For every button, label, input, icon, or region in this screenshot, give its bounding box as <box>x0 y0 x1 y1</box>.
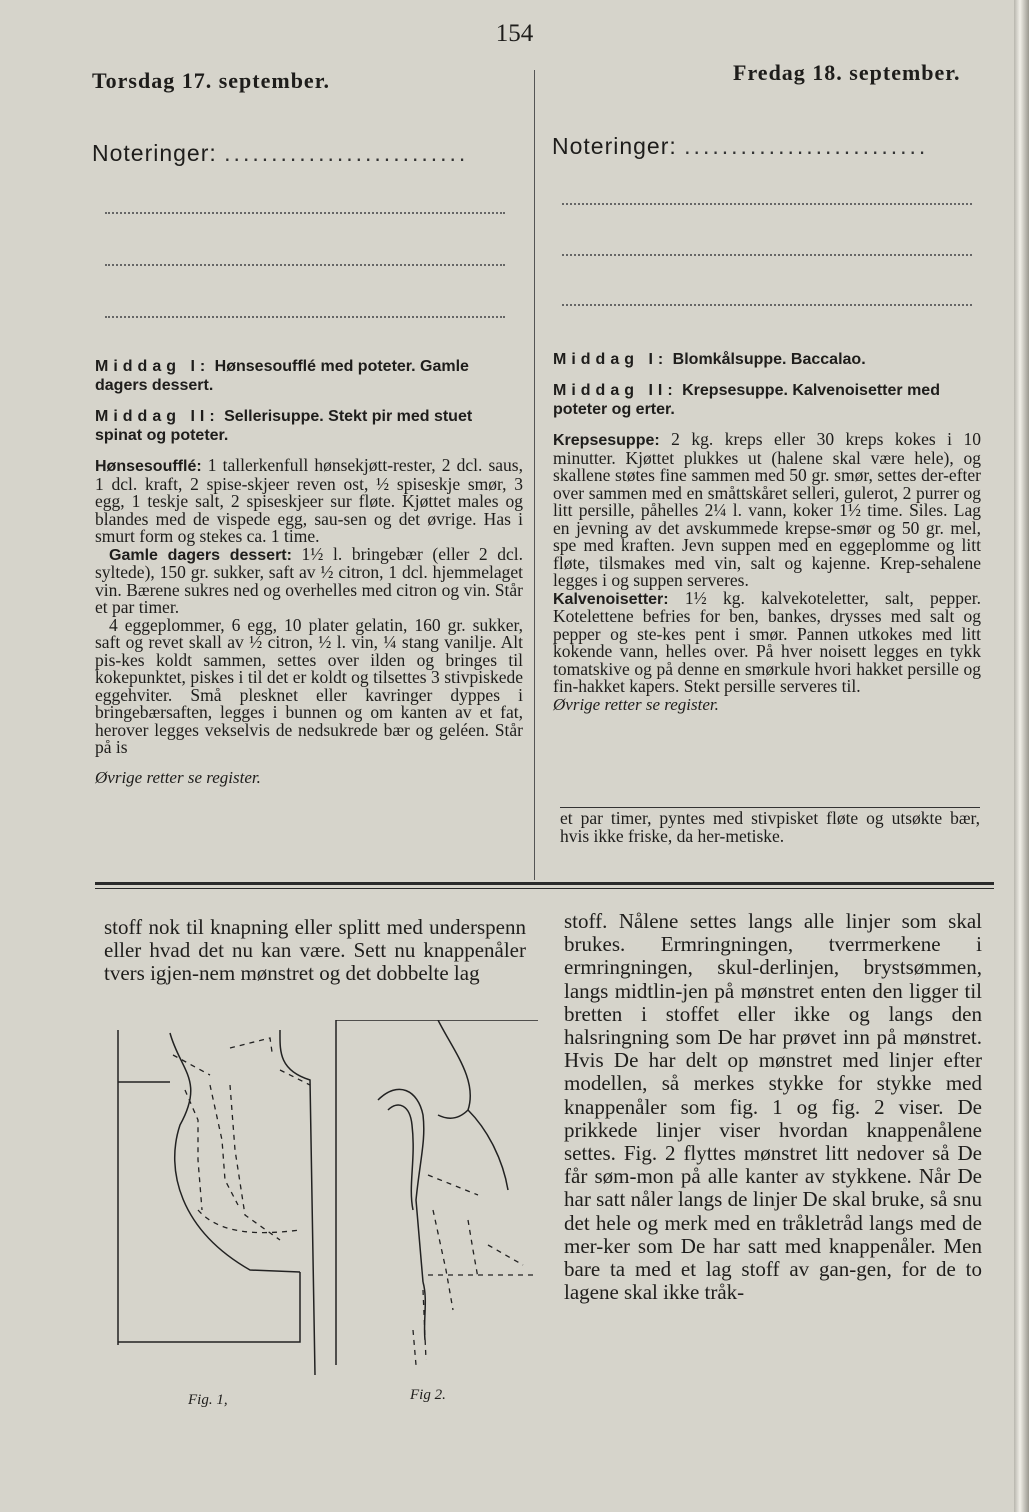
article-right-text: stoff. Nålene settes langs alle linjer som skal brukes. Ermringningen, tverrmerkene i ermringningen, skul-derlinjen, brystsømmen, langs midtlin-jen på mønstret enten den ligger til bretten i stoffet eller ikke og langs den halsringning som De har prøvet inn på mønstret. Hvis De har delt op mønstret med linjer efter modellen, så merkes stykke for stykke med knappenåler som fig. 1 og fig. 2 viser. De prikkede linjer viser hvordan knappenålene settes. Fig. 2 flyttes mønstret litt nedover så De får søm-mon på alle kanter av stykkene. Når De har satt nåler langs de linjer De skal bruke, så snu det hele og merk med en tråkletråd langs med de mer-ker som De har satt med knappenåler. Men bare ta med et lag stoff av gan-gen, for de to lagene skal ikke tråk- <box>564 909 982 1305</box>
left-notes-line <box>92 140 468 167</box>
right-dinner-1: Middag I: Blomkålsuppe. Baccalao. <box>553 351 866 368</box>
right-dinner-2: Middag II: Krepsesuppe. Kalvenoisetter med poteter og erter. <box>553 382 940 418</box>
section-rule-thick <box>95 882 994 885</box>
left-notes-dotline-2 <box>105 264 505 266</box>
figure-2-caption: Fig 2. <box>410 1387 446 1403</box>
right-recipe-1: Krepsesuppe: 2 kg. kreps eller 30 kreps kokes i 10 minutter. Kjøttet plukkes ut (halene skal være hele), og skallene støtes fine sammen med 50 gr. smør, settes der-efter over sammen med en småttskåret selleri, gulerot, 2 purrer og litt persille, påhelles 2¼ l. vann, koker 1½ time. Siles. Lag en jevning av det avskummede krepse-smør og 50 gr. mel, spe med kraften. Jevn suppen med en eggeplomme og litt fløte, tilsmakes med vin, salt og kajenne. Krep-sehalene legges i og suppen serveres. <box>553 429 981 590</box>
right-notes-dotline-2 <box>562 254 972 256</box>
left-register-note: Øvrige retter se register. <box>95 767 261 787</box>
figure-2-pattern-drawing <box>328 1020 546 1380</box>
right-notes-label: Noteringer: <box>552 133 677 159</box>
left-recipe-column <box>95 357 523 786</box>
page-number: 154 <box>495 20 534 47</box>
left-recipe-2: Gamle dagers dessert: 1½ l. bringebær (eller 2 dcl. syltede), 150 gr. sukker, saft av ½ citron, 1 dcl. hjemmelaget vin. Bærene sukres ned og overhelles med citron og vin. Står et par timer. <box>95 543 523 617</box>
left-notes-dotline-1 <box>105 212 505 214</box>
notes-dots: .......................... <box>224 140 469 166</box>
book-spine-edge <box>1014 0 1029 1512</box>
article-left-text: stoff nok til knapning eller splitt med underspenn eller hvad det nu kan være. Sett nu knappenåler tvers igjen-nem mønstret og det dobbelte lag <box>104 915 526 986</box>
right-notes-dotline-1 <box>562 203 972 205</box>
figure-1-pattern-drawing <box>110 1030 320 1375</box>
column-divider <box>534 70 535 880</box>
section-rule-thin <box>95 888 994 889</box>
left-dinner-1: Middag I: Hønsesoufflé med poteter. Gamle dagers dessert. <box>95 358 469 394</box>
left-notes-dotline-3 <box>105 316 505 318</box>
right-recipe-2: Kalvenoisetter: 1½ kg. kalvekoteletter, salt, pepper. Kotelettene befries for ben, bankes, drysses med salt og pepper og ste-kes pent i smør. Pannen utkokes med litt kokende vann, helles over. På hver noisett legges en tykk tomatskive og på denne en smørkule hvori hakket persille og fin-hakket kapers. Stekt persille serveres til. <box>553 587 981 696</box>
right-continuation: et par timer, pyntes med stivpisket fløte og utsøkte bær, hvis ikke friske, da her-metiske. <box>560 808 980 846</box>
figure-1-caption: Fig. 1, <box>188 1392 228 1408</box>
left-dinner-2: Middag II: Sellerisuppe. Stekt pir med stuet spinat og poteter. <box>95 408 473 444</box>
left-day-heading: Torsdag 17. september. <box>92 68 330 93</box>
right-notes-dotline-3 <box>562 304 972 306</box>
left-recipe-2-continued: 4 eggeplommer, 6 egg, 10 plater gelatin, 160 gr. sukker, saft og revet skall av ½ citron, ½ l. vin, ¼ stang vanilje. Alt pis-kes koldt sammen, settes over ilden og bringes til kokepunktet, piskes i til det er koldt og tilsettes 3 stivpiskede eggehviter. Små plesknet eller kavringer dyppes i bringebærsaften, legges i bunnen og om kanten av et fat, herover legges vekselvis de nedsukrede bær og geléen. Står på is <box>95 614 523 757</box>
left-recipe-1: Hønsesoufflé: 1 tallerkenfull hønsekjøtt-rester, 2 dcl. saus, 1 dcl. kraft, 2 spise-skjeer reven ost, ½ spiseskje smør, 3 egg, 1 teskje salt, 2 spiseskjeer sur fløte. Kjøttet males og blandes med de vispede egg, sau-sen og det øvrige. Has i smurt form og stekes ca. 1 time. <box>95 455 523 546</box>
right-recipe-column <box>553 350 981 713</box>
notes-dots: .......................... <box>684 133 929 159</box>
right-register-note: Øvrige retter se register. <box>553 694 719 714</box>
right-notes-line <box>552 133 928 160</box>
left-notes-label: Noteringer: <box>92 140 217 166</box>
right-day-heading: Fredag 18. september. <box>733 60 961 85</box>
